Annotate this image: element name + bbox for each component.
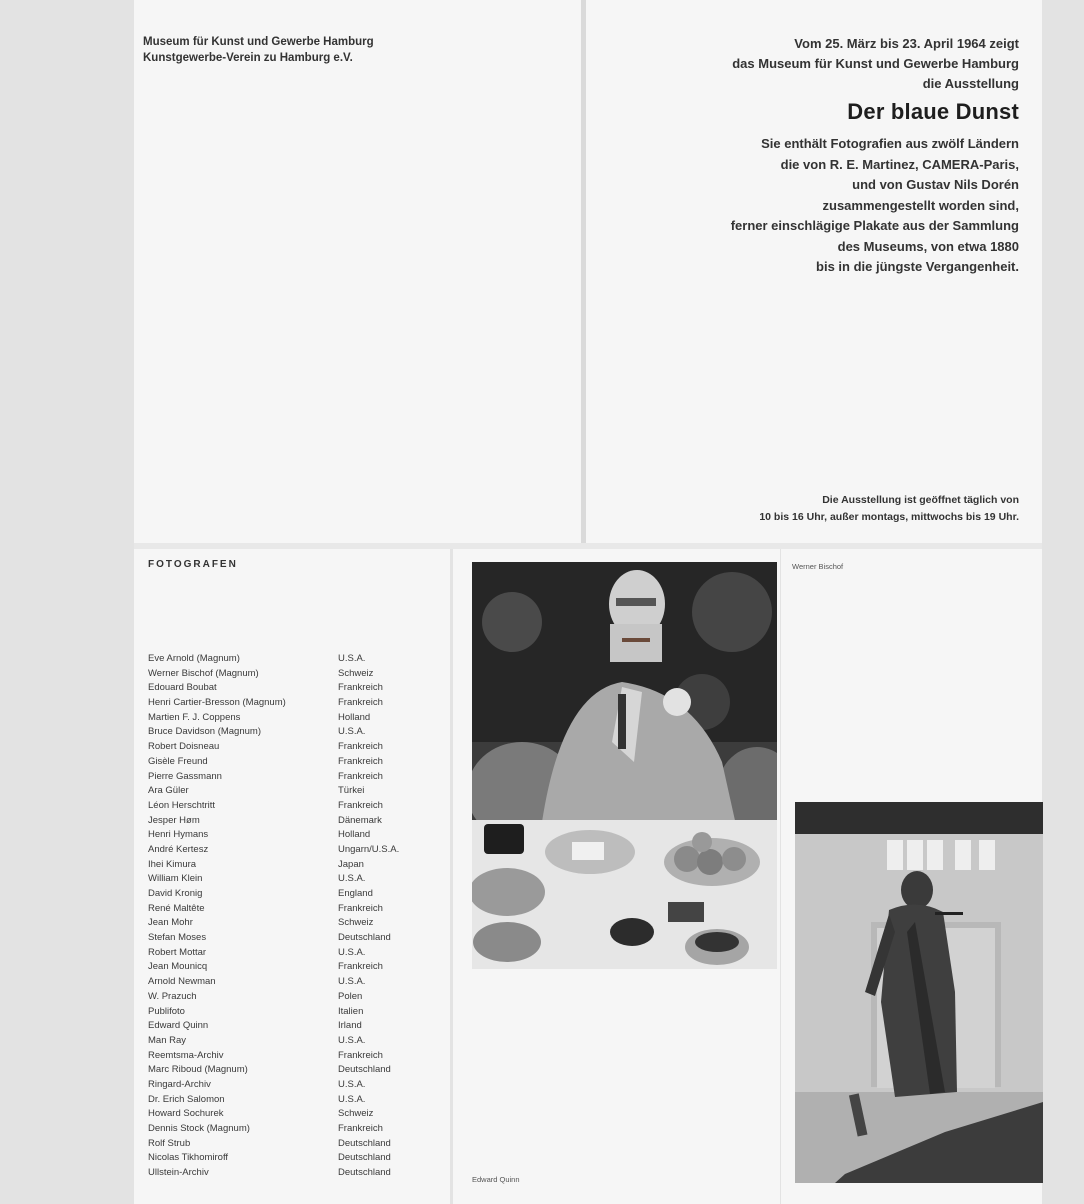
photographer-country: Frankreich bbox=[338, 1049, 383, 1061]
photographer-row bbox=[148, 770, 399, 785]
photo-credit-bischof: Werner Bischof bbox=[792, 562, 844, 571]
photographer-name: W. Prazuch bbox=[148, 990, 197, 1002]
photographer-name: Werner Bischof (Magnum) bbox=[148, 667, 259, 679]
description-line: zusammengestellt worden sind, bbox=[822, 197, 1019, 213]
photographer-row bbox=[148, 784, 399, 799]
photographer-row bbox=[148, 990, 399, 1005]
publisher-block bbox=[143, 34, 374, 66]
description-line: des Museums, von etwa 1880 bbox=[837, 238, 1019, 254]
photographer-name: Martien F. J. Coppens bbox=[148, 711, 241, 723]
photographer-name: René Maltête bbox=[148, 902, 205, 914]
photographer-name: Edward Quinn bbox=[148, 1020, 209, 1032]
photographer-country: U.S.A. bbox=[338, 726, 366, 738]
photographer-row bbox=[148, 799, 399, 814]
announcement-line: Vom 25. März bis 23. April 1964 zeigt bbox=[794, 36, 1019, 51]
cover-back-panel bbox=[134, 0, 581, 543]
photographer-country: U.S.A. bbox=[338, 653, 366, 664]
opening-hours-line: 10 bis 16 Uhr, außer montags, mittwochs bis 19 Uhr. bbox=[759, 511, 1019, 523]
photographer-row bbox=[148, 1005, 399, 1020]
publisher-line: Museum für Kunst und Gewerbe Hamburg bbox=[143, 36, 374, 48]
photographer-row bbox=[148, 711, 399, 726]
photographer-name: Gisèle Freund bbox=[148, 755, 208, 767]
photographer-country: Türkei bbox=[338, 785, 365, 797]
photo-credit-quinn: Edward Quinn bbox=[472, 1175, 520, 1184]
photographer-name: Henri Hymans bbox=[148, 829, 209, 841]
description-line: bis in die jüngste Vergangenheit. bbox=[816, 259, 1019, 274]
photographer-row bbox=[148, 667, 399, 682]
photographer-row bbox=[148, 975, 399, 990]
photographer-country: Frankreich bbox=[338, 961, 383, 973]
photographer-name: David Kronig bbox=[148, 888, 203, 899]
photographer-country: Frankreich bbox=[338, 799, 383, 811]
photographer-row bbox=[148, 652, 399, 667]
photographer-name: Dennis Stock (Magnum) bbox=[148, 1123, 250, 1134]
photographer-country: Japan bbox=[338, 858, 364, 870]
photographer-country: Frankreich bbox=[338, 770, 383, 782]
photographer-country: Ungarn/U.S.A. bbox=[338, 843, 400, 855]
photographer-country: Deutschland bbox=[338, 1137, 391, 1149]
announcement-line: das Museum für Kunst und Gewerbe Hamburg bbox=[732, 56, 1019, 71]
exhibition-title: Der blaue Dunst bbox=[847, 99, 1019, 124]
photographer-name: Jesper Høm bbox=[148, 814, 200, 826]
photographer-country: Italien bbox=[338, 1005, 364, 1017]
photographer-country: Dänemark bbox=[338, 814, 382, 826]
photographer-list bbox=[148, 652, 399, 1181]
photographer-name: Henri Cartier-Bresson (Magnum) bbox=[148, 697, 286, 709]
photographer-row bbox=[148, 1122, 399, 1137]
opening-hours bbox=[599, 492, 1019, 526]
photographer-row bbox=[148, 960, 399, 975]
publisher-line: Kunstgewerbe-Verein zu Hamburg e.V. bbox=[143, 52, 353, 64]
photographer-country: Schweiz bbox=[338, 667, 374, 679]
photographer-name: Pierre Gassmann bbox=[148, 770, 222, 782]
exhibition-description bbox=[579, 134, 1019, 278]
photographer-row bbox=[148, 843, 399, 858]
photographer-country: Deutschland bbox=[338, 932, 391, 944]
photographer-name: Dr. Erich Salomon bbox=[148, 1093, 225, 1105]
photographer-row bbox=[148, 1063, 399, 1078]
photographer-row bbox=[148, 858, 399, 873]
photographer-row bbox=[148, 1034, 399, 1049]
announcement-line: die Ausstellung bbox=[922, 76, 1019, 91]
description-line: ferner einschlägige Plakate aus der Sammlung bbox=[730, 218, 1019, 233]
photographer-name: Arnold Newman bbox=[148, 976, 216, 988]
photographer-row bbox=[148, 1049, 399, 1064]
photographer-row bbox=[148, 946, 399, 961]
photographers-heading: FOTOGRAFEN bbox=[148, 559, 238, 570]
photographer-row bbox=[148, 1019, 399, 1034]
photographer-country: U.S.A. bbox=[338, 946, 366, 958]
photographer-name: André Kertesz bbox=[148, 843, 209, 855]
photographer-row bbox=[148, 681, 399, 696]
photographer-name: Man Ray bbox=[148, 1034, 187, 1046]
photographer-name: Eve Arnold (Magnum) bbox=[148, 653, 240, 664]
photographer-row bbox=[148, 725, 399, 740]
photographer-country: Irland bbox=[338, 1020, 362, 1032]
photographer-name: Robert Mottar bbox=[148, 946, 207, 958]
photographer-row bbox=[148, 814, 399, 829]
photographer-country: U.S.A. bbox=[338, 1034, 366, 1046]
photographer-row bbox=[148, 755, 399, 770]
photographer-row bbox=[148, 1151, 399, 1166]
photographer-country: U.S.A. bbox=[338, 1078, 366, 1090]
photographer-country: Frankreich bbox=[338, 682, 383, 694]
photographer-country: U.S.A. bbox=[338, 873, 366, 885]
photographer-name: Ullstein-Archiv bbox=[148, 1167, 209, 1179]
photographer-name: Jean Mohr bbox=[148, 917, 193, 929]
photographer-name: Bruce Davidson (Magnum) bbox=[148, 726, 261, 738]
opening-hours-line: Die Ausstellung ist geöffnet täglich von bbox=[822, 494, 1019, 506]
photographer-name: Ara Güler bbox=[148, 785, 189, 797]
photographer-name: Léon Herschtritt bbox=[148, 799, 216, 811]
photographer-row bbox=[148, 887, 399, 902]
photographer-name: Ringard-Archiv bbox=[148, 1078, 211, 1090]
photographer-row bbox=[148, 1078, 399, 1093]
photographer-country: Frankreich bbox=[338, 1123, 383, 1134]
photo-man-in-coat-image bbox=[795, 802, 1043, 1183]
description-line: und von Gustav Nils Dorén bbox=[852, 177, 1019, 192]
photographer-country: U.S.A. bbox=[338, 1093, 366, 1105]
photographer-name: Jean Mounicq bbox=[148, 961, 208, 973]
photographer-name: William Klein bbox=[148, 873, 203, 885]
photo-man-with-cigar bbox=[472, 562, 777, 969]
photographer-country: Holland bbox=[338, 711, 371, 723]
photo-man-in-coat bbox=[795, 802, 1043, 1183]
description-line: die von R. E. Martinez, CAMERA-Paris, bbox=[780, 156, 1019, 172]
photographer-name: Howard Sochurek bbox=[148, 1108, 224, 1120]
photographer-country: Frankreich bbox=[338, 697, 383, 709]
description-line: Sie enthält Fotografien aus zwölf Ländern bbox=[761, 136, 1019, 151]
photographer-row bbox=[148, 1166, 399, 1181]
photographer-name: Publifoto bbox=[148, 1005, 185, 1017]
photographer-country: Schweiz bbox=[338, 1108, 374, 1120]
photographer-name: Edouard Boubat bbox=[148, 682, 217, 694]
photographer-row bbox=[148, 740, 399, 755]
photographer-country: U.S.A. bbox=[338, 976, 366, 988]
photographer-country: Schweiz bbox=[338, 917, 374, 929]
photographer-name: Rolf Strub bbox=[148, 1137, 191, 1149]
photographer-row bbox=[148, 902, 399, 917]
photographer-row bbox=[148, 696, 399, 711]
photographer-country: Deutschland bbox=[338, 1167, 391, 1179]
photographer-name: Ihei Kimura bbox=[148, 858, 197, 870]
photographer-name: Reemtsma-Archiv bbox=[148, 1049, 224, 1061]
photographer-name: Nicolas Tikhomiroff bbox=[148, 1152, 229, 1164]
photographer-row bbox=[148, 828, 399, 843]
photographer-country: England bbox=[338, 888, 373, 899]
photographer-country: Deutschland bbox=[338, 1064, 391, 1076]
photo-man-with-cigar-image bbox=[472, 562, 777, 969]
photographer-name: Stefan Moses bbox=[148, 932, 207, 944]
announcement-block bbox=[599, 34, 1019, 94]
photographer-row bbox=[148, 1137, 399, 1152]
photographer-row bbox=[148, 1093, 399, 1108]
photographer-country: Polen bbox=[338, 990, 363, 1002]
photographer-row bbox=[148, 872, 399, 887]
photographer-row bbox=[148, 931, 399, 946]
photographer-country: Frankreich bbox=[338, 902, 383, 914]
horizontal-fold bbox=[134, 543, 1042, 549]
photographer-row bbox=[148, 1107, 399, 1122]
photographer-country: Deutschland bbox=[338, 1152, 391, 1164]
photographer-name: Robert Doisneau bbox=[148, 741, 220, 753]
photographer-name: Marc Riboud (Magnum) bbox=[148, 1064, 248, 1076]
photographer-country: Frankreich bbox=[338, 741, 383, 753]
photographer-country: Frankreich bbox=[338, 755, 383, 767]
photographer-country: Holland bbox=[338, 829, 371, 841]
photographer-row bbox=[148, 916, 399, 931]
